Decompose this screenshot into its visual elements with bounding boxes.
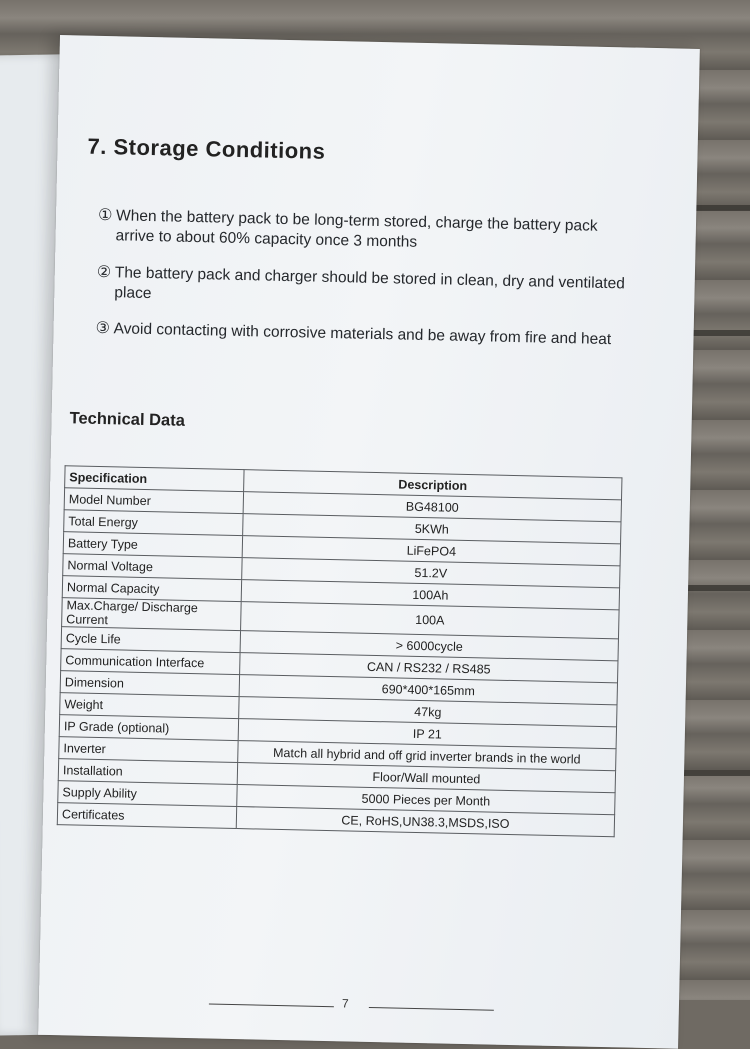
spec-cell: Total Energy [64,510,243,536]
description-cell: 5000 Pieces per Month [237,785,615,815]
table-body [57,488,621,837]
spec-cell: Weight [60,693,239,719]
description-cell: > 6000cycle [240,631,618,661]
spec-cell: Normal Capacity [62,576,241,602]
spec-cell: Dimension [60,671,239,697]
description-cell: CAN / RS232 / RS485 [240,653,618,683]
spec-cell: Supply Ability [58,781,237,807]
spec-cell: Certificates [57,803,236,829]
description-cell: BG48100 [243,492,621,522]
spec-cell: Normal Voltage [63,554,242,580]
item-number: ① [97,206,113,225]
spec-cell: Battery Type [63,532,242,558]
description-cell: 100A [241,602,620,639]
spec-cell: IP Grade (optional) [59,715,238,741]
technical-data-table [57,465,623,837]
description-cell: LiFePO4 [242,536,620,566]
spec-cell: Cycle Life [61,627,240,653]
description-cell: 51.2V [242,558,620,588]
storage-item [95,319,633,351]
description-cell: Match all hybrid and off grid inverter brands in the world [238,741,616,771]
column-header-description: Description [244,470,622,500]
storage-heading: 7. Storage Conditions [87,133,326,164]
description-cell: 5KWh [243,514,621,544]
column-header-specification: Specification [65,466,244,492]
item-number: ③ [95,319,111,338]
description-cell: IP 21 [238,719,616,749]
description-cell: CE, RoHS,UN38.3,MSDS,ISO [236,807,614,837]
spec-cell: Installation [58,759,237,785]
description-cell: Floor/Wall mounted [237,763,615,793]
spec-cell: Max.Charge/ Discharge Current [62,598,242,631]
storage-item [96,263,635,315]
description-cell: 47kg [239,697,617,727]
spec-cell: Model Number [64,488,243,514]
item-text: Avoid contacting with corrosive materials and be away from fire and heat [113,320,612,349]
storage-item [97,206,636,258]
footer-rule-right [369,1007,494,1011]
technical-data-heading: Technical Data [69,409,186,430]
spec-cell: Inverter [59,737,238,763]
description-cell: 100Ah [241,580,619,610]
page-number: 7 [341,996,349,1011]
item-number: ② [96,263,112,282]
footer-rule-left [209,1003,334,1007]
item-text: The battery pack and charger should be stored in clean, dry and ventilated place [114,264,625,303]
manual-page [38,35,700,1049]
item-text: When the battery pack to be long-term stored, charge the battery pack arrive to about 60% capacity once 3 months [115,207,598,251]
description-cell: 690*400*165mm [239,675,617,705]
spec-cell: Communication Interface [61,649,240,675]
